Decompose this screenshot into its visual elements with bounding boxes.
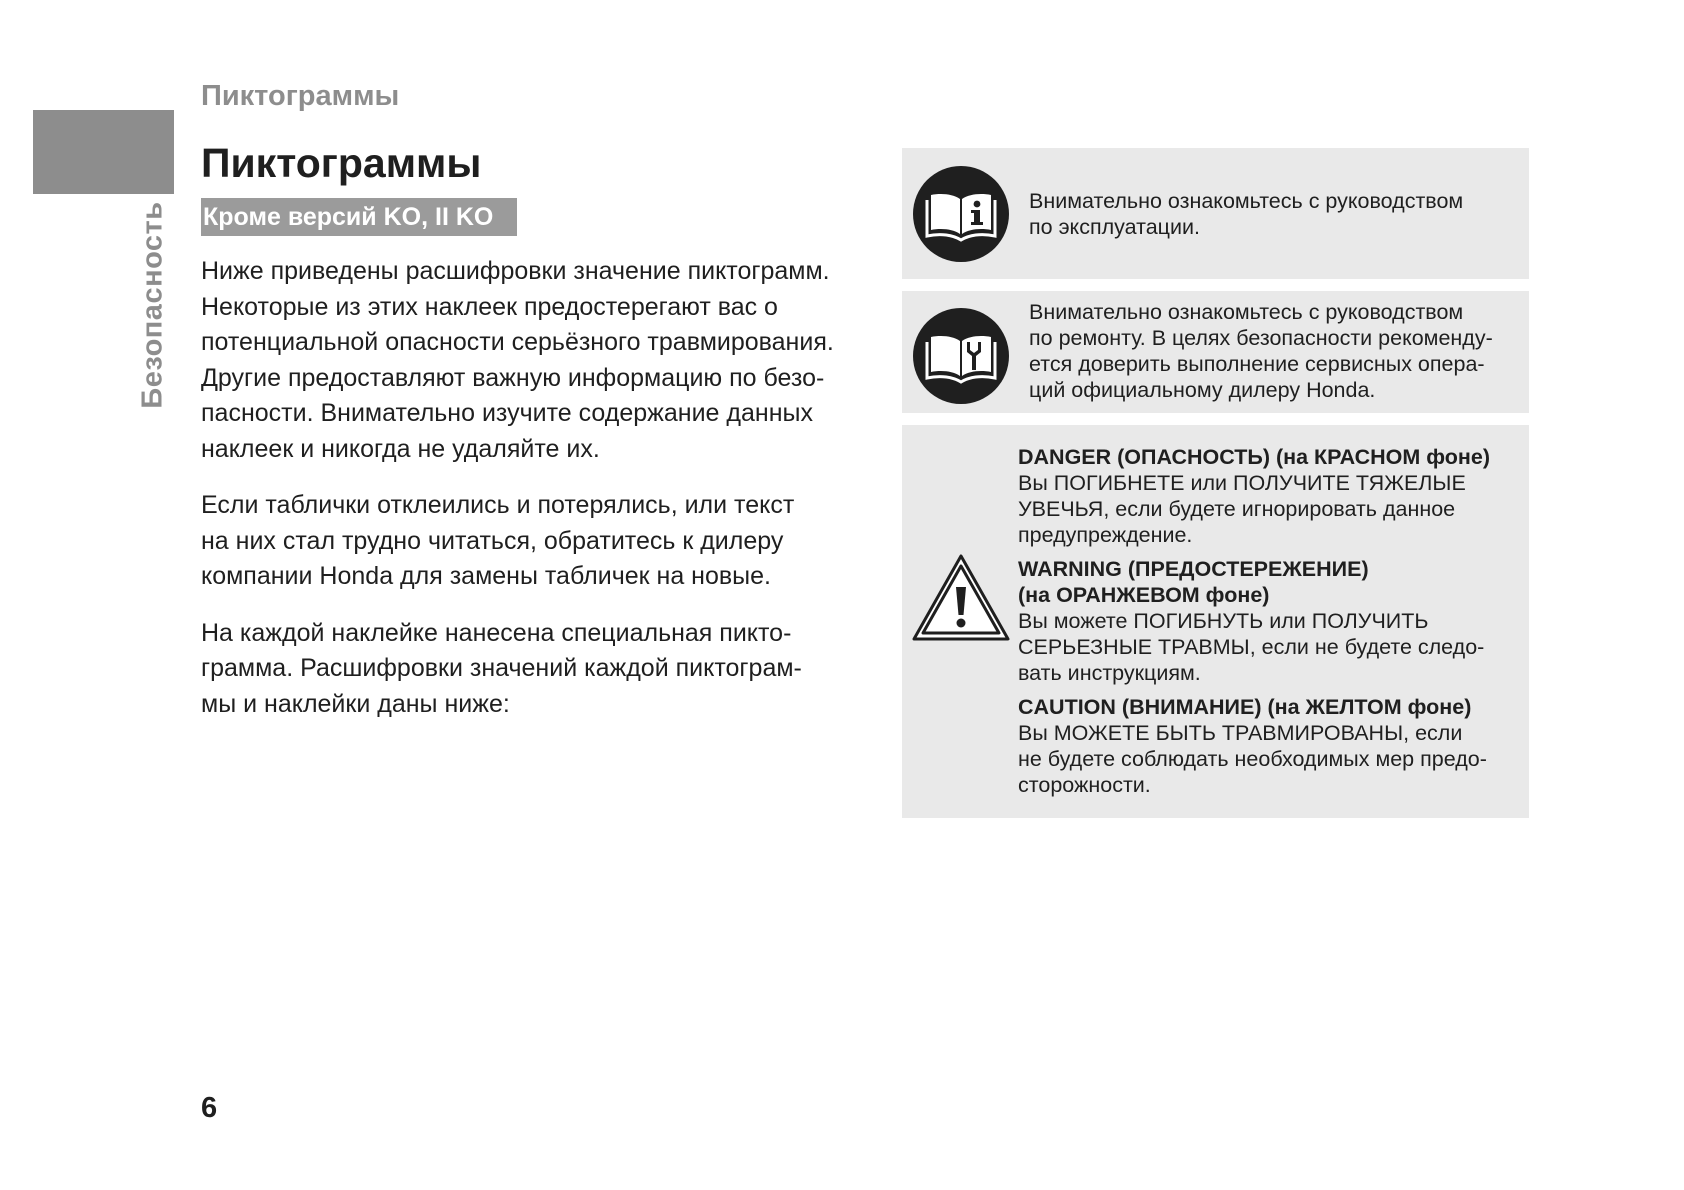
intro-paragraph-2 xyxy=(201,488,841,595)
warning-heading: WARNING (ПРЕДОСТЕРЕЖЕНИЕ) xyxy=(1018,557,1369,581)
text-line: Внимательно ознакомьтесь с руководством xyxy=(1029,189,1464,213)
text-line: на них стал трудно читаться, обратитесь к дилеру xyxy=(201,526,784,555)
intro-text xyxy=(201,254,841,743)
text-line: наклеек и никогда не удаляйте их. xyxy=(201,434,600,463)
text-line: На каждой наклейке нанесена специальная пикто- xyxy=(201,618,792,647)
text-line: не будете соблюдать необходимых мер предо- xyxy=(1018,747,1487,771)
text-line: Вы ПОГИБНЕТЕ или ПОЛУЧИТЕ ТЯЖЕЛЫЕ xyxy=(1018,471,1466,495)
text-line: Другие предоставляют важную информацию по безо- xyxy=(201,363,825,392)
text-line: вать инструкциям. xyxy=(1018,661,1201,685)
text-line: компании Honda для замены табличек на новые. xyxy=(201,562,771,590)
version-badge: Кроме версий KO, II KO xyxy=(201,198,517,236)
book-info-icon xyxy=(913,166,1009,262)
text-line: по эксплуатации. xyxy=(1029,215,1200,239)
warning-heading-background: (на ОРАНЖЕВОМ фоне) xyxy=(1018,583,1270,607)
signal-words-panel xyxy=(902,425,1529,818)
service-manual-pictogram-panel xyxy=(902,291,1529,413)
text-line: Вы можете ПОГИБНУТЬ или ПОЛУЧИТЬ xyxy=(1018,609,1429,633)
intro-paragraph-1 xyxy=(201,254,841,467)
danger-heading: DANGER (ОПАСНОСТЬ) (на КРАСНОМ фоне) xyxy=(1018,445,1491,469)
text-line: по ремонту. В целях безопасности рекоменду- xyxy=(1029,326,1493,350)
caution-block xyxy=(1018,694,1518,798)
danger-block xyxy=(1018,444,1518,548)
text-line: Некоторые из этих наклеек предостерегают вас о xyxy=(201,292,778,321)
intro-paragraph-3 xyxy=(201,616,841,723)
text-line: СЕРЬЕЗНЫЕ ТРАВМЫ, если не будете следо- xyxy=(1018,635,1485,659)
section-tab-block xyxy=(33,110,174,194)
text-line: Если таблички отклеились и потерялись, или текст xyxy=(201,491,795,519)
warning-triangle-icon xyxy=(911,553,1011,643)
text-line: мы и наклейки даны ниже: xyxy=(201,689,510,718)
signal-words-text xyxy=(1018,444,1518,806)
text-line: УВЕЧЬЯ, если будете игнорировать данное xyxy=(1018,497,1456,521)
text-line: Вы МОЖЕТЕ БЫТЬ ТРАВМИРОВАНЫ, если xyxy=(1018,721,1463,745)
caution-heading: CAUTION (ВНИМАНИЕ) (на ЖЕЛТОМ фоне) xyxy=(1018,695,1472,719)
text-line: сторожности. xyxy=(1018,773,1151,797)
text-line: пасности. Внимательно изучите содержание данных xyxy=(201,399,813,427)
text-line: предупреждение. xyxy=(1018,523,1193,547)
owner-manual-description xyxy=(1029,188,1519,240)
warning-block xyxy=(1018,556,1518,686)
text-line: Внимательно ознакомьтесь с руководством xyxy=(1029,300,1464,324)
text-line: ется доверить выполнение сервисных опера- xyxy=(1029,352,1485,376)
book-wrench-icon xyxy=(913,308,1009,404)
section-side-label: Безопасность xyxy=(136,201,169,409)
text-line: грамма. Расшифровки значений каждой пиктограм- xyxy=(201,654,802,682)
page-title: Пиктограммы xyxy=(201,140,482,186)
text-line: потенциальной опасности серьёзного травмирования. xyxy=(201,328,834,356)
service-manual-description xyxy=(1029,299,1519,403)
page-number: 6 xyxy=(201,1092,218,1124)
running-header: Пиктограммы xyxy=(201,80,400,112)
owner-manual-pictogram-panel xyxy=(902,148,1529,279)
text-line: ций официальному дилеру Honda. xyxy=(1029,378,1376,402)
text-line: Ниже приведены расшифровки значение пиктограмм. xyxy=(201,257,830,285)
